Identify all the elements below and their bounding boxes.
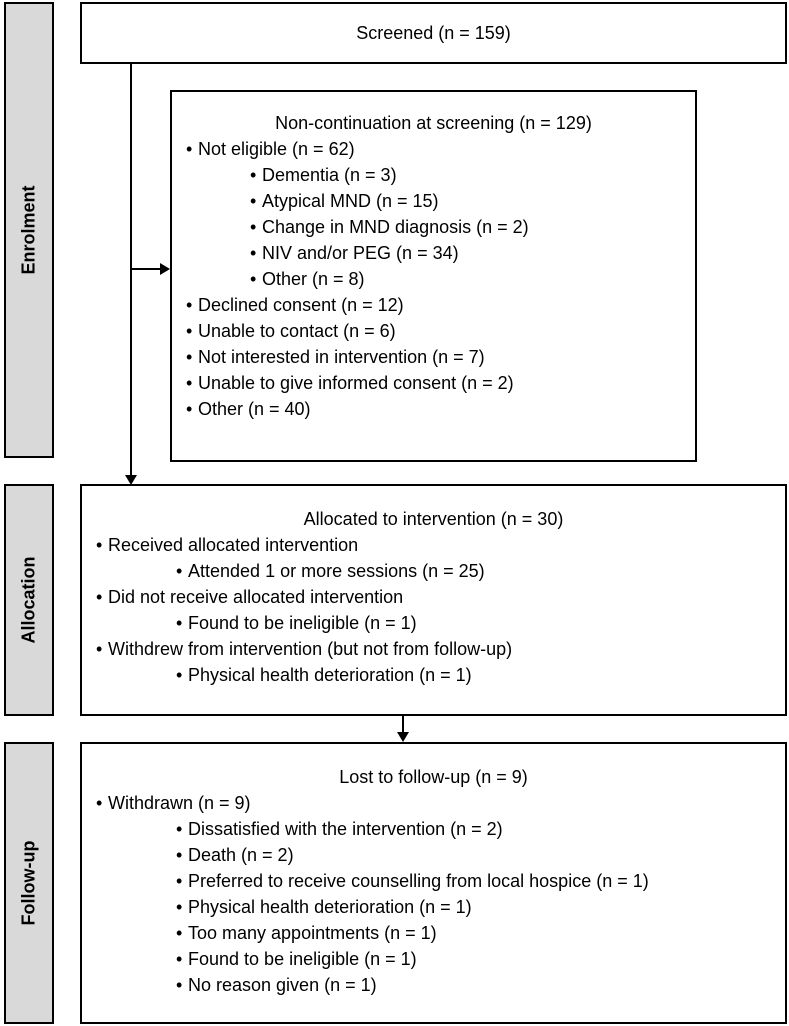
list-item <box>82 920 785 946</box>
arrow-to-lost <box>397 732 409 742</box>
arrow-to-noncontinuation <box>160 263 170 275</box>
list-item <box>82 558 785 584</box>
stage-allocation-label: Allocation <box>18 556 39 644</box>
connector-to-noncontinuation <box>130 268 160 270</box>
bullet-icon: • <box>96 639 103 659</box>
list-item <box>172 396 695 422</box>
lost-box <box>80 742 787 1024</box>
bullet-icon: • <box>96 793 103 813</box>
bullet-icon: • <box>176 613 183 633</box>
list-item-label: Unable to give informed consent (n = 2) <box>198 373 514 393</box>
list-item <box>172 240 695 266</box>
list-item <box>82 868 785 894</box>
list-item <box>82 816 785 842</box>
list-item <box>82 662 785 688</box>
list-item <box>82 584 785 610</box>
bullet-icon: • <box>176 949 183 969</box>
list-item-label: Attended 1 or more sessions (n = 25) <box>188 561 485 581</box>
bullet-icon: • <box>250 217 257 237</box>
allocated-title: Allocated to intervention (n = 30) <box>303 509 564 529</box>
lost-title: Lost to follow-up (n = 9) <box>339 767 528 787</box>
list-item <box>172 370 695 396</box>
screened-box <box>80 2 787 64</box>
bullet-icon: • <box>96 587 103 607</box>
list-item <box>82 790 785 816</box>
list-item-label: Other (n = 40) <box>198 399 311 419</box>
list-item <box>172 266 695 292</box>
list-item-label: Found to be ineligible (n = 1) <box>188 949 417 969</box>
list-item-label: Did not receive allocated intervention <box>108 587 404 607</box>
list-item <box>82 532 785 558</box>
list-item-label: Received allocated intervention <box>108 535 359 555</box>
list-item <box>172 318 695 344</box>
list-item-label: Death (n = 2) <box>188 845 294 865</box>
list-item-label: Not eligible (n = 62) <box>198 139 355 159</box>
bullet-icon: • <box>176 975 183 995</box>
bullet-icon: • <box>250 269 257 289</box>
bullet-icon: • <box>186 347 193 367</box>
list-item <box>82 946 785 972</box>
stage-followup-label: Follow-up <box>18 840 39 926</box>
bullet-icon: • <box>176 923 183 943</box>
list-item-label: Physical health deterioration (n = 1) <box>188 665 472 685</box>
list-item-label: Withdrew from intervention (but not from follow-up) <box>108 639 513 659</box>
bullet-icon: • <box>186 373 193 393</box>
noncontinuation-box <box>170 90 697 462</box>
connector-to-lost <box>402 716 404 732</box>
bullet-icon: • <box>176 665 183 685</box>
list-item <box>172 136 695 162</box>
stage-enrolment <box>4 2 54 458</box>
list-item-label: Change in MND diagnosis (n = 2) <box>262 217 529 237</box>
list-item-label: Preferred to receive counselling from local hospice (n = 1) <box>188 871 649 891</box>
bullet-icon: • <box>96 535 103 555</box>
noncontinuation-title: Non-continuation at screening (n = 129) <box>275 113 592 133</box>
list-item <box>82 636 785 662</box>
list-item <box>82 842 785 868</box>
bullet-icon: • <box>250 165 257 185</box>
connector-vertical-main <box>130 64 132 476</box>
list-item-label: Dementia (n = 3) <box>262 165 397 185</box>
list-item <box>82 894 785 920</box>
bullet-icon: • <box>176 561 183 581</box>
bullet-icon: • <box>250 191 257 211</box>
stage-enrolment-label: Enrolment <box>18 185 39 275</box>
allocated-list <box>82 532 785 688</box>
bullet-icon: • <box>186 399 193 419</box>
stage-allocation <box>4 484 54 716</box>
list-item-label: Withdrawn (n = 9) <box>108 793 251 813</box>
list-item <box>82 972 785 998</box>
bullet-icon: • <box>186 295 193 315</box>
bullet-icon: • <box>176 845 183 865</box>
bullet-icon: • <box>186 321 193 341</box>
list-item-label: Atypical MND (n = 15) <box>262 191 439 211</box>
list-item-label: Dissatisfied with the intervention (n = 2) <box>188 819 503 839</box>
list-item <box>172 214 695 240</box>
screened-title: Screened (n = 159) <box>356 23 511 43</box>
list-item <box>172 344 695 370</box>
stage-followup <box>4 742 54 1024</box>
bullet-icon: • <box>186 139 193 159</box>
bullet-icon: • <box>176 819 183 839</box>
list-item <box>82 610 785 636</box>
allocated-box <box>80 484 787 716</box>
list-item-label: Other (n = 8) <box>262 269 365 289</box>
list-item-label: Not interested in intervention (n = 7) <box>198 347 485 367</box>
lost-list <box>82 790 785 998</box>
list-item <box>172 292 695 318</box>
list-item-label: Physical health deterioration (n = 1) <box>188 897 472 917</box>
list-item <box>172 162 695 188</box>
noncontinuation-list <box>172 136 695 422</box>
list-item-label: Unable to contact (n = 6) <box>198 321 396 341</box>
list-item-label: Too many appointments (n = 1) <box>188 923 437 943</box>
list-item-label: Found to be ineligible (n = 1) <box>188 613 417 633</box>
list-item-label: NIV and/or PEG (n = 34) <box>262 243 459 263</box>
list-item-label: Declined consent (n = 12) <box>198 295 404 315</box>
bullet-icon: • <box>250 243 257 263</box>
bullet-icon: • <box>176 897 183 917</box>
list-item <box>172 188 695 214</box>
list-item-label: No reason given (n = 1) <box>188 975 377 995</box>
bullet-icon: • <box>176 871 183 891</box>
